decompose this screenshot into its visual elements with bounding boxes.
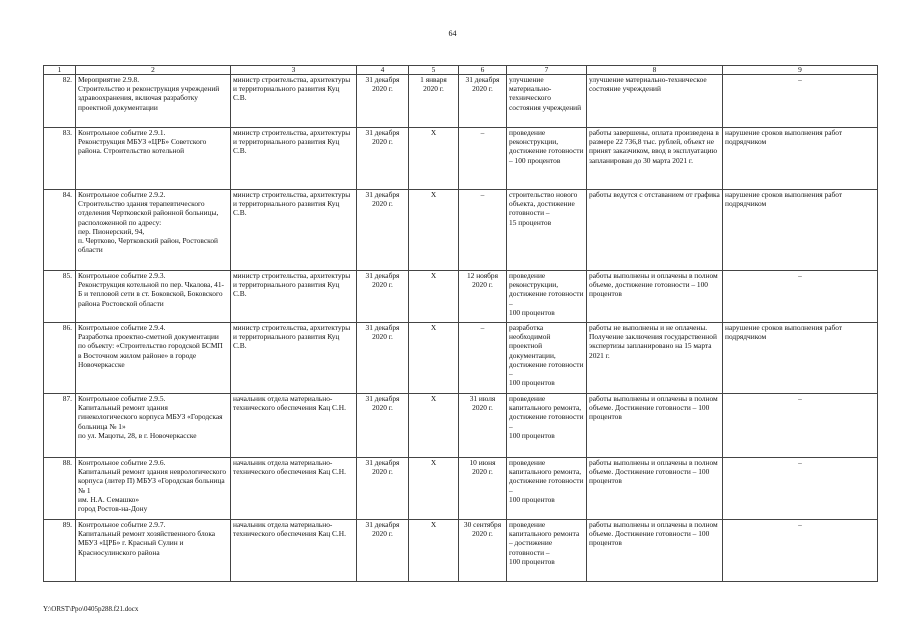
actual-result-cell: улучшение материально-техническое состояние учреждений xyxy=(587,75,723,128)
table-row xyxy=(44,394,878,458)
start-date-cell: 1 января 2020 г. xyxy=(409,75,459,128)
start-date-cell: Х xyxy=(409,271,459,323)
table-row xyxy=(44,190,878,271)
column-header: 6 xyxy=(459,66,507,75)
column-header: 8 xyxy=(587,66,723,75)
report-table xyxy=(43,65,878,582)
plan-date-cell: 31 декабря 2020 г. xyxy=(357,394,409,458)
row-number: 85. xyxy=(44,271,76,323)
column-header: 1 xyxy=(44,66,76,75)
problems-cell: – xyxy=(723,75,878,128)
table-row xyxy=(44,271,878,323)
start-date-cell: Х xyxy=(409,323,459,394)
event-cell: Контрольное событие 2.9.5. Капитальный ремонт здания гинекологического корпуса МБУЗ «Городская больница № 1» по ул. Мацоты, 28, в г. Новочеркасске xyxy=(76,394,231,458)
table-row xyxy=(44,458,878,520)
table-row xyxy=(44,323,878,394)
actual-result-cell: работы выполнены и оплачены в полном объеме, достижение готовности – 100 процентов xyxy=(587,271,723,323)
responsible-cell: министр строительства, архитектуры и территориального развития Куц С.В. xyxy=(231,323,357,394)
plan-date-cell: 31 декабря 2020 г. xyxy=(357,323,409,394)
problems-cell: нарушение сроков выполнения работ подрядчиком xyxy=(723,323,878,394)
fact-date-cell: 12 ноября 2020 г. xyxy=(459,271,507,323)
table-row xyxy=(44,520,878,582)
header-row xyxy=(44,66,878,75)
problems-cell: – xyxy=(723,520,878,582)
page-number: 64 xyxy=(448,29,457,38)
event-cell: Контрольное событие 2.9.2. Строительство здания терапевтического отделения Чертковской районной больницы, расположенной по адресу: пер. Пионерский, 94, п. Чертково, Чертковский район, Ростовской области xyxy=(76,190,231,271)
event-cell: Контрольное событие 2.9.6. Капитальный ремонт здания неврологического корпуса (литер П) МБУЗ «Городская больница № 1 им. Н.А. Семашко» город Ростов-на-Дону xyxy=(76,458,231,520)
event-cell: Контрольное событие 2.9.3. Реконструкция котельной по пер. Чкалова, 41-Б и тепловой сети в ст. Боковской, Боковского района Ростовской области xyxy=(76,271,231,323)
responsible-cell: начальник отдела материально-технического обеспечения Кац С.Н. xyxy=(231,520,357,582)
start-date-cell: Х xyxy=(409,458,459,520)
event-cell: Контрольное событие 2.9.7. Капитальный ремонт хозяйственного блока МБУЗ «ЦРБ» г. Красный Сулин и Красносулинского района xyxy=(76,520,231,582)
column-header: 4 xyxy=(357,66,409,75)
event-cell: Контрольное событие 2.9.4. Разработка проектно-сметной документации по объекту: «Строительство городской БСМП в Восточном жилом районе» в городе Новочеркасске xyxy=(76,323,231,394)
expected-result-cell: проведение реконструкции, достижение готовности – 100 процентов xyxy=(507,128,587,190)
responsible-cell: министр строительства, архитектуры и территориального развития Куц С.В. xyxy=(231,128,357,190)
row-number: 84. xyxy=(44,190,76,271)
plan-date-cell: 31 декабря 2020 г. xyxy=(357,520,409,582)
table-row xyxy=(44,75,878,128)
problems-cell: – xyxy=(723,394,878,458)
fact-date-cell: 10 июня 2020 г. xyxy=(459,458,507,520)
start-date-cell: Х xyxy=(409,128,459,190)
actual-result-cell: работы выполнены и оплачены в полном объеме. Достижение готовности – 100 процентов xyxy=(587,394,723,458)
row-number: 88. xyxy=(44,458,76,520)
plan-date-cell: 31 декабря 2020 г. xyxy=(357,128,409,190)
actual-result-cell: работы не выполнены и не оплачены. Получение заключения государственной экспертизы запланировано на 15 марта 2021 г. xyxy=(587,323,723,394)
expected-result-cell: проведение реконструкции, достижение готовности – 100 процентов xyxy=(507,271,587,323)
row-number: 82. xyxy=(44,75,76,128)
responsible-cell: министр строительства, архитектуры и территориального развития Куц С.В. xyxy=(231,190,357,271)
plan-date-cell: 31 декабря 2020 г. xyxy=(357,190,409,271)
column-header: 9 xyxy=(723,66,878,75)
fact-date-cell: – xyxy=(459,128,507,190)
row-number: 83. xyxy=(44,128,76,190)
fact-date-cell: – xyxy=(459,323,507,394)
problems-cell: нарушение сроков выполнения работ подрядчиком xyxy=(723,128,878,190)
expected-result-cell: строительство нового объекта, достижение готовности – 15 процентов xyxy=(507,190,587,271)
fact-date-cell: 31 июля 2020 г. xyxy=(459,394,507,458)
plan-date-cell: 31 декабря 2020 г. xyxy=(357,458,409,520)
column-header: 2 xyxy=(76,66,231,75)
responsible-cell: министр строительства, архитектуры и территориального развития Куц С.В. xyxy=(231,75,357,128)
actual-result-cell: работы выполнены и оплачены в полном объеме. Достижение готовности – 100 процентов xyxy=(587,458,723,520)
responsible-cell: начальник отдела материально-технического обеспечения Кац С.Н. xyxy=(231,394,357,458)
row-number: 87. xyxy=(44,394,76,458)
actual-result-cell: работы завершены, оплата произведена в размере 22 736,8 тыс. рублей, объект не принят заказчиком, ввод в эксплуатацию запланирован до 30 марта 2021 г. xyxy=(587,128,723,190)
fact-date-cell: 30 сентября 2020 г. xyxy=(459,520,507,582)
problems-cell: нарушение сроков выполнения работ подрядчиком xyxy=(723,190,878,271)
event-cell: Мероприятие 2.9.8. Строительство и реконструкция учреждений здравоохранения, включая разработку проектной документации xyxy=(76,75,231,128)
plan-date-cell: 31 декабря 2020 г. xyxy=(357,271,409,323)
responsible-cell: министр строительства, архитектуры и территориального развития Куц С.В. xyxy=(231,271,357,323)
expected-result-cell: проведение капитального ремонта, достижение готовности – 100 процентов xyxy=(507,458,587,520)
expected-result-cell: улучшение материально-технического состояния учреждений xyxy=(507,75,587,128)
plan-date-cell: 31 декабря 2020 г. xyxy=(357,75,409,128)
row-number: 89. xyxy=(44,520,76,582)
expected-result-cell: разработка необходимой проектной документации, достижение готовности – 100 процентов xyxy=(507,323,587,394)
fact-date-cell: – xyxy=(459,190,507,271)
file-path-footer: Y:\ORST\Ppo\0405p288.f21.docx xyxy=(43,605,139,613)
start-date-cell: Х xyxy=(409,520,459,582)
column-header: 7 xyxy=(507,66,587,75)
responsible-cell: начальник отдела материально-технического обеспечения Кац С.Н. xyxy=(231,458,357,520)
problems-cell: – xyxy=(723,458,878,520)
fact-date-cell: 31 декабря 2020 г. xyxy=(459,75,507,128)
table-row xyxy=(44,128,878,190)
expected-result-cell: проведение капитального ремонта, достижение готовности – 100 процентов xyxy=(507,394,587,458)
problems-cell: – xyxy=(723,271,878,323)
actual-result-cell: работы выполнены и оплачены в полном объеме. Достижение готовности – 100 процентов xyxy=(587,520,723,582)
expected-result-cell: проведение капитального ремонта – достижение готовности – 100 процентов xyxy=(507,520,587,582)
column-header: 5 xyxy=(409,66,459,75)
start-date-cell: Х xyxy=(409,394,459,458)
start-date-cell: Х xyxy=(409,190,459,271)
row-number: 86. xyxy=(44,323,76,394)
actual-result-cell: работы ведутся с отставанием от графика xyxy=(587,190,723,271)
column-header: 3 xyxy=(231,66,357,75)
event-cell: Контрольное событие 2.9.1. Реконструкция МБУЗ «ЦРБ» Советского района. Строительство котельной xyxy=(76,128,231,190)
